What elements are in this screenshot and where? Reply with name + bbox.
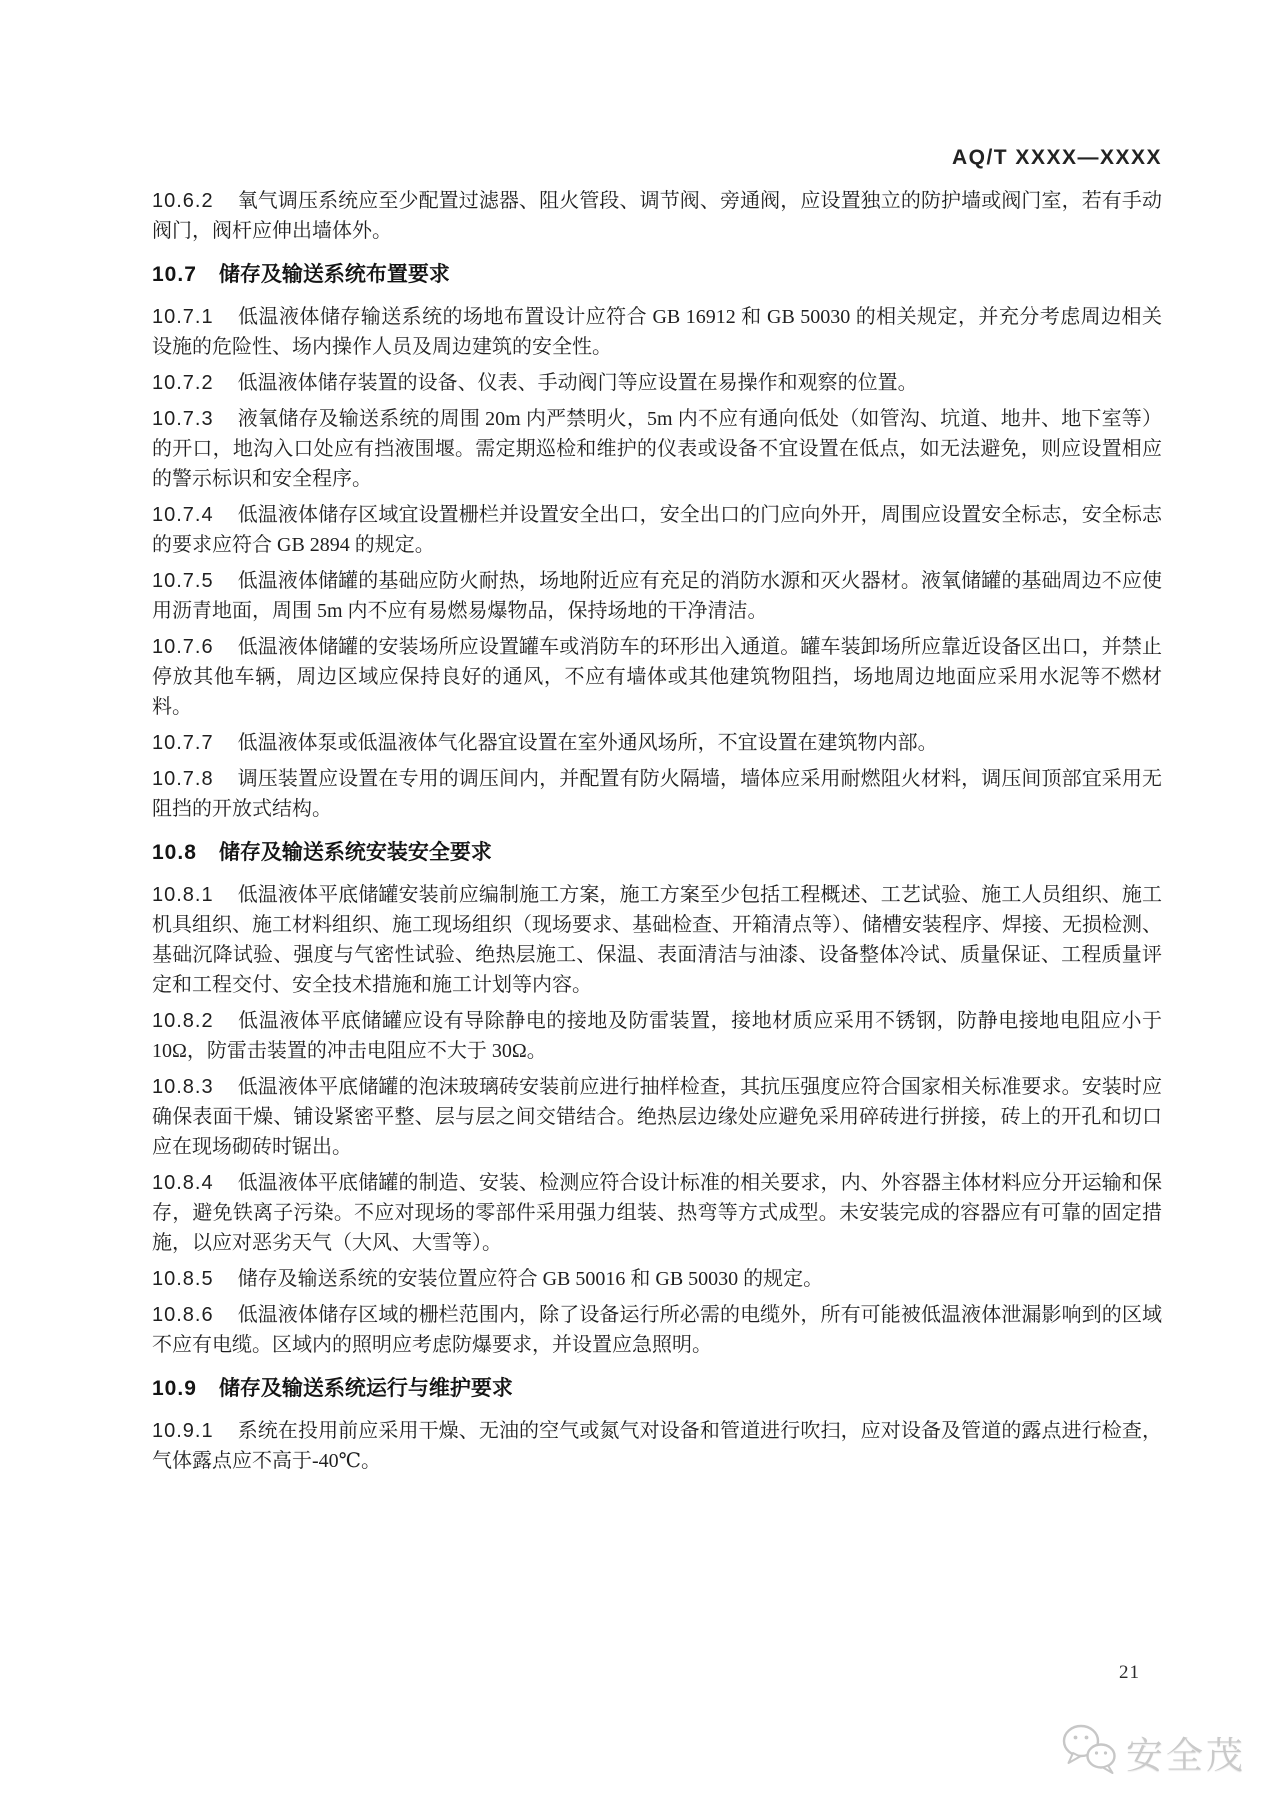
section-heading-10.7 — [152, 260, 1162, 290]
clause-text: 低温液体平底储罐的泡沫玻璃砖安装前应进行抽样检查，其抗压强度应符合国家相关标准要求。安装时应确保表面干燥、铺设紧密平整、层与层之间交错结合。绝热层边缘处应避免采用碎砖进行拼接，砖上的开孔和切口应在现场砌砖时锯出。 — [152, 1076, 1162, 1158]
clause-text: 液氧储存及输送系统的周围 20m 内严禁明火，5m 内不应有通向低处（如管沟、坑道、地井、地下室等）的开口，地沟入口处应有挡液围堰。需定期巡检和维护的仪表或设备不宜设置在低点，如无法避免，则应设置相应的警示标识和安全程序。 — [152, 408, 1162, 490]
section-number: 10.7 — [152, 263, 197, 286]
clause-text: 低温液体泵或低温液体气化器宜设置在室外通风场所，不宜设置在建筑物内部。 — [237, 732, 938, 754]
wechat-icon — [1060, 1722, 1118, 1781]
clause-10.7.5 — [152, 566, 1162, 626]
clause-10.8.2 — [152, 1006, 1162, 1066]
clause-10.8.3 — [152, 1072, 1162, 1162]
clause-text: 低温液体平底储罐应设有导除静电的接地及防雷装置，接地材质应采用不锈钢，防静电接地电阻应小于 10Ω，防雷击装置的冲击电阻应不大于 30Ω。 — [152, 1010, 1162, 1062]
clause-text: 低温液体储存区域宜设置栅栏并设置安全出口，安全出口的门应向外开，周围应设置安全标志，安全标志的要求应符合 GB 2894 的规定。 — [152, 504, 1162, 556]
page-number: 21 — [1119, 1662, 1140, 1683]
clause-text: 低温液体储存装置的设备、仪表、手动阀门等应设置在易操作和观察的位置。 — [237, 372, 918, 394]
clause-number: 10.6.2 — [152, 190, 214, 212]
clause-number: 10.7.4 — [152, 504, 214, 526]
section-heading-10.9 — [152, 1374, 1162, 1404]
clause-10.7.2 — [152, 368, 1162, 398]
clause-text: 低温液体储存区域的栅栏范围内，除了设备运行所必需的电缆外，所有可能被低温液体泄漏影响到的区域不应有电缆。区域内的照明应考虑防爆要求，并设置应急照明。 — [152, 1304, 1162, 1356]
section-title: 储存及输送系统布置要求 — [218, 263, 450, 286]
watermark-text: 安全茂 — [1126, 1734, 1246, 1776]
clause-10.8.1 — [152, 880, 1162, 1000]
clause-10.8.4 — [152, 1168, 1162, 1258]
clause-number: 10.8.6 — [152, 1304, 214, 1326]
clause-10.8.6 — [152, 1300, 1162, 1360]
clause-number: 10.7.8 — [152, 768, 214, 790]
clause-number: 10.8.1 — [152, 884, 214, 906]
clause-10.6.2 — [152, 186, 1162, 246]
clause-10.7.3 — [152, 404, 1162, 494]
clause-number: 10.8.2 — [152, 1010, 214, 1032]
clause-text: 低温液体平底储罐安装前应编制施工方案，施工方案至少包括工程概述、工艺试验、施工人员组织、施工机具组织、施工材料组织、施工现场组织（现场要求、基础检查、开箱清点等）、储槽安装程序、焊接、无损检测、基础沉降试验、强度与气密性试验、绝热层施工、保温、表面清洁与油漆、设备整体冷试、质量保证、工程质量评定和工程交付、安全技术措施和施工计划等内容。 — [152, 884, 1162, 996]
clause-number: 10.7.5 — [152, 570, 214, 592]
clause-text: 储存及输送系统的安装位置应符合 GB 50016 和 GB 50030 的规定。 — [237, 1268, 824, 1290]
clause-number: 10.7.6 — [152, 636, 214, 658]
clause-text: 系统在投用前应采用干燥、无油的空气或氮气对设备和管道进行吹扫，应对设备及管道的露点进行检查，气体露点应不高于-40℃。 — [152, 1420, 1162, 1472]
clause-10.7.8 — [152, 764, 1162, 824]
clause-10.9.1 — [152, 1416, 1162, 1476]
clause-text: 低温液体平底储罐的制造、安装、检测应符合设计标准的相关要求，内、外容器主体材料应分开运输和保存，避免铁离子污染。不应对现场的零部件采用强力组装、热弯等方式成型。未安装完成的容器应有可靠的固定措施，以应对恶劣天气（大风、大雪等）。 — [152, 1172, 1162, 1254]
section-number: 10.9 — [152, 1377, 197, 1400]
clause-number: 10.7.3 — [152, 408, 214, 430]
clause-10.8.5 — [152, 1264, 1162, 1294]
section-heading-10.8 — [152, 838, 1162, 868]
clause-number: 10.8.5 — [152, 1268, 214, 1290]
clause-text: 氧气调压系统应至少配置过滤器、阻火管段、调节阀、旁通阀，应设置独立的防护墙或阀门室，若有手动阀门，阀杆应伸出墙体外。 — [152, 190, 1162, 242]
document-body — [152, 186, 1162, 1482]
section-title: 储存及输送系统运行与维护要求 — [218, 1377, 513, 1400]
clause-text: 低温液体储存输送系统的场地布置设计应符合 GB 16912 和 GB 50030 的相关规定，并充分考虑周边相关设施的危险性、场内操作人员及周边建筑的安全性。 — [152, 306, 1162, 358]
section-title: 储存及输送系统安装安全要求 — [218, 841, 492, 864]
clause-number: 10.7.7 — [152, 732, 214, 754]
watermark — [1060, 1722, 1246, 1781]
clause-10.7.4 — [152, 500, 1162, 560]
document-header-code: AQ/T XXXX—XXXX — [951, 146, 1162, 169]
clause-text: 调压装置应设置在专用的调压间内，并配置有防火隔墙，墙体应采用耐燃阻火材料，调压间顶部宜采用无阻挡的开放式结构。 — [152, 768, 1162, 820]
clause-10.7.6 — [152, 632, 1162, 722]
clause-number: 10.9.1 — [152, 1420, 214, 1442]
section-number: 10.8 — [152, 841, 197, 864]
clause-text: 低温液体储罐的基础应防火耐热，场地附近应有充足的消防水源和灭火器材。液氧储罐的基础周边不应使用沥青地面，周围 5m 内不应有易燃易爆物品，保持场地的干净清洁。 — [152, 570, 1162, 622]
clause-number: 10.7.2 — [152, 372, 214, 394]
clause-number: 10.7.1 — [152, 306, 214, 328]
clause-10.7.1 — [152, 302, 1162, 362]
clause-10.7.7 — [152, 728, 1162, 758]
clause-text: 低温液体储罐的安装场所应设置罐车或消防车的环形出入通道。罐车装卸场所应靠近设备区出口，并禁止停放其他车辆，周边区域应保持良好的通风，不应有墙体或其他建筑物阻挡，场地周边地面应采用水泥等不燃材料。 — [152, 636, 1162, 718]
clause-number: 10.8.3 — [152, 1076, 214, 1098]
clause-number: 10.8.4 — [152, 1172, 214, 1194]
